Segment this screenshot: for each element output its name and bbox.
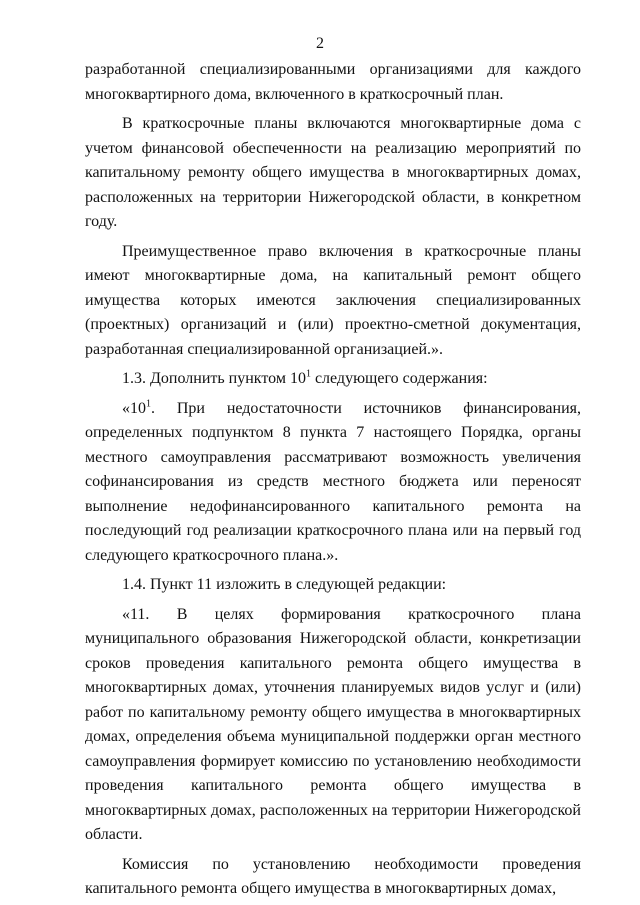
paragraph-point-11: «11. В целях формирования краткосрочного плана муниципального образования Нижегородской области, конкретизации сроков проведения капитального ремонта общего имущества в многоквартирных домах, уточнения планируемых видов услуг и (или) работ по капитальному ремонту общего имущества в многоквартирных домах, определения объема муниципальной поддержки орган местного самоуправления формирует комиссию по установлению необходимости проведения капитального ремонта общего имущества в многоквартирных домах, расположенных на территории Нижегородской области. xyxy=(85,605,581,843)
page-number: 2 xyxy=(316,35,324,52)
superscript: 1 xyxy=(305,368,311,380)
paragraph-continuation: разработанной специализированными организациями для каждого многоквартирного дома, включенного в краткосрочный план. xyxy=(85,61,581,103)
paragraph-priority-right: Преимущественное право включения в краткосрочные планы имеют многоквартирные дома, на капитальный ремонт общего имущества которых имеются заключения специализированных (проектных) организаций и (или) проектно-сметной документация, разработанная специализированной организацией.». xyxy=(85,242,581,358)
item-1-3-text: 1.3. Дополнить пунктом 10 xyxy=(122,370,306,387)
point-10-1-number: «10 xyxy=(122,399,146,417)
paragraph-commission: Комиссия по установлению необходимости проведения капитального ремонта общего имущества в многоквартирных домах, xyxy=(85,855,581,897)
paragraph-item-1-4: 1.4. Пункт 11 изложить в следующей редакции: xyxy=(122,576,447,593)
paragraph-short-term-plans: В краткосрочные планы включаются многоквартирные дома с учетом финансовой обеспеченности на реализацию мероприятий по капитальному ремонту общего имущества в многоквартирных домах, расположенных на территории Нижегородской области, в конкретном году. xyxy=(85,115,581,230)
paragraph-item-1-3 xyxy=(85,367,581,392)
item-1-3-text-end: следующего содержания: xyxy=(310,370,488,387)
superscript: 1 xyxy=(146,398,151,410)
document-body xyxy=(85,58,581,902)
point-10-1-text: . При недостаточности источников финансирования, определенных подпунктом 8 пункта 7 настоящего Порядка, органы местного самоуправления рассматривают возможность увеличения софинансирования из средств местного бюджета или переносят выполнение недофинансированного капитального ремонта на последующий год реализации краткосрочного плана или на первый год следующего краткосрочного плана.». xyxy=(85,399,581,564)
paragraph-point-10-1 xyxy=(85,397,581,569)
